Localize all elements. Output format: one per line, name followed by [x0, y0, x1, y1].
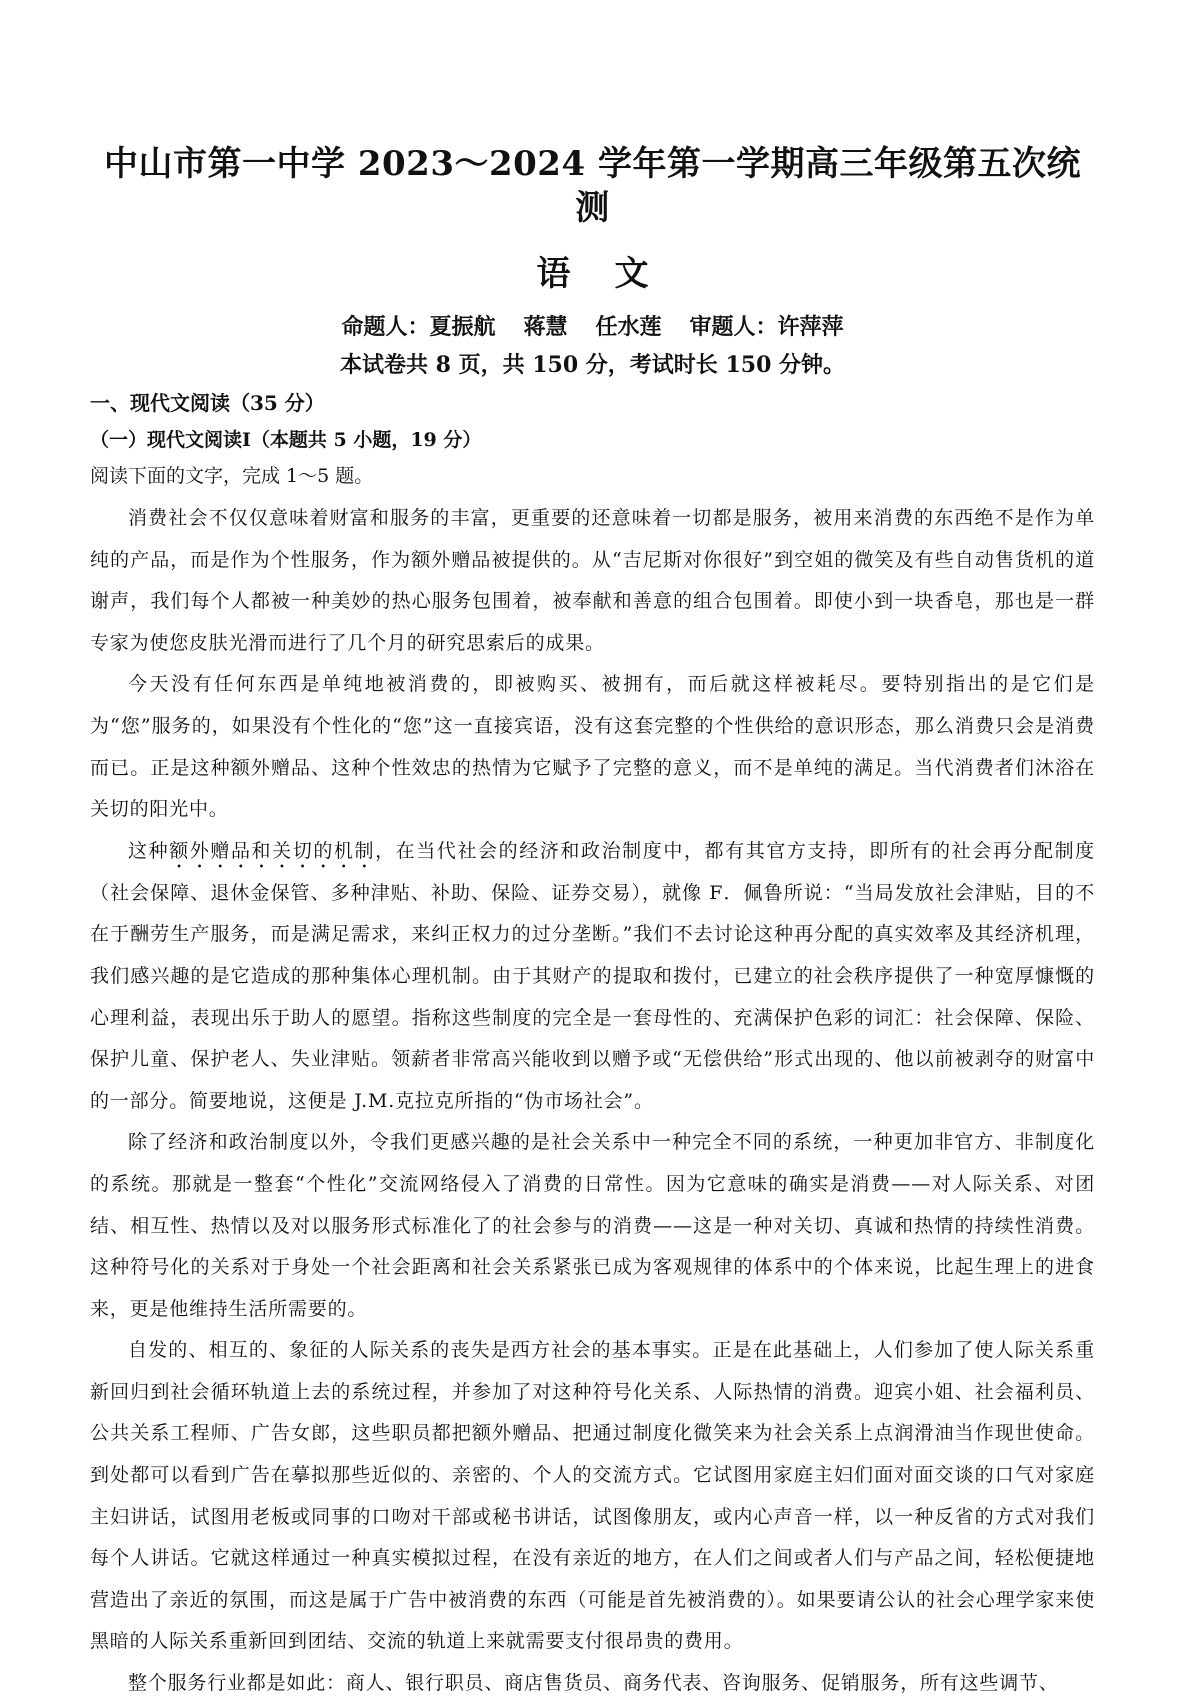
- passage-paragraph-6: 整个服务行业都是如此：商人、银行职员、商店售货员、商务代表、咨询服务、促销服务，所有这些调节、: [128, 1672, 1059, 1695]
- passage-paragraph-5: 自发的、相互的、象征的人际关系的丧失是西方社会的基本事实。正是在此基础上，人们参加了使人际关系重新回归到社会循环轨道上去的系统过程，并参加了对这种符号化关系、人际热情的消费。迎宾小姐、社会福利员、公共关系工程师、广告女郎，这些职员都把额外赠品、把通过制度化微笑来为社会关系上点润滑油当作现世使命。到处都可以看到广告在摹拟那些近似的、亲密的、个人的交流方式。它试图用家庭主妇们面对面交谈的口气对家庭主妇讲话，试图用老板或同事的口吻对干部或秘书讲话，试图像朋友，或内心声音一样，以一种反省的方式对我们每个人讲话。它就这样通过一种真实模拟过程，在没有亲近的地方，在人们之间或者人们与产品之间，轻松便捷地营造出了亲近的氛围，而这是属于广告中被消费的东西（可能是首先被消费的）。如果要请公认的社会心理学家来使黑暗的人际关系重新回到团结、交流的轨道上来就需要支付很昂贵的费用。: [90, 1339, 1095, 1653]
- passage-paragraph-3: [90, 831, 1095, 1123]
- passage-paragraph-1: 消费社会不仅仅意味着财富和服务的丰富，更重要的还意味着一切都是服务，被用来消费的东西绝不是作为单纯的产品，而是作为个性服务，作为额外赠品被提供的。从“吉尼斯对你很好”到空姐的微笑及有些自动售货机的道谢声，我们每个人都被一种美妙的热心服务包围着，被奉献和善意的组合包围着。即使小到一块香皂，那也是一群专家为使您皮肤光滑而进行了几个月的研究思索后的成果。: [90, 507, 1095, 654]
- reading-passage: [90, 498, 1095, 1705]
- passage-paragraph-4: 除了经济和政治制度以外，令我们更感兴趣的是社会关系中一种完全不同的系统，一种更加非官方、非制度化的系统。那就是一整套“个性化”交流网络侵入了消费的日常性。因为它意味的确实是消费——对人际关系、对团结、相互性、热情以及对以服务形式标准化了的社会参与的消费——这是一种对关切、真诚和热情的持续性消费。这种符号化的关系对于身处一个社会距离和社会关系紧张已成为客观规律的体系中的个体来说，比起生理上的进食来，更是他维持生活所需要的。: [90, 1131, 1095, 1320]
- author-lead: 命题人：夏振航: [341, 314, 496, 340]
- exam-title: 中山市第一中学 2023～2024 学年第一学期高三年级第五次统测: [104, 144, 1081, 228]
- section-heading: 一、现代文阅读（35 分）: [90, 391, 325, 415]
- subject-title: 语文: [536, 254, 693, 294]
- reading-instruction: 阅读下面的文字，完成 1～5 题。: [90, 465, 374, 487]
- author-3: 任水莲: [595, 314, 662, 340]
- paragraph-3-body: ，在当代社会的经济和政治制度中，都有其官方支持，即所有的社会再分配制度（社会保障、退休金保管、多种津贴、补助、保险、证券交易），就像 F．佩鲁所说：“当局发放社会津贴，目的不在于酬劳生产服务，而是满足需求，来纠正权力的过分垄断。”我们不去讨论这种再分配的真实效率及其经济机理，我们感兴趣的是它造成的那种集体心理机制。由于其财产的提取和拨付，已建立的社会秩序提供了一种宽厚慷慨的心理利益，表现出乐于助人的愿望。指称这些制度的完全是一套母性的、充满保护色彩的词汇：社会保障、保险、保护儿童、保护老人、失业津贴。领薪者非常高兴能收到以赠予或“无偿供给”形式出现的、他以前被剥夺的财富中的一部分。简要地说，这便是 J.M.克拉克所指的“伪市场社会”。: [90, 839, 1095, 1112]
- passage-paragraph-2: 今天没有任何东西是单纯地被消费的，即被购买、被拥有，而后就这样被耗尽。要特别指出的是它们是为“您”服务的，如果没有个性化的“您”这一直接宾语，没有这套完整的个性供给的意识形态，那么消费只会是消费而已。正是这种额外赠品、这种个性效忠的热情为它赋予了完整的意义，而不是单纯的满足。当代消费者们沐浴在关切的阳光中。: [90, 673, 1095, 821]
- subsection-heading: （一）现代文阅读Ⅰ（本题共 5 小题，19 分）: [90, 429, 482, 451]
- paper-info: 本试卷共 8 页，共 150 分，考试时长 150 分钟。: [339, 352, 846, 378]
- paragraph-3-lead: 这种: [128, 839, 170, 862]
- author-2: 蒋慧: [523, 314, 568, 340]
- emphasized-phrase: 额外赠品和关切的机制: [169, 839, 376, 862]
- reviewer: 审题人：许萍萍: [689, 314, 844, 340]
- authors-line: [90, 310, 1095, 344]
